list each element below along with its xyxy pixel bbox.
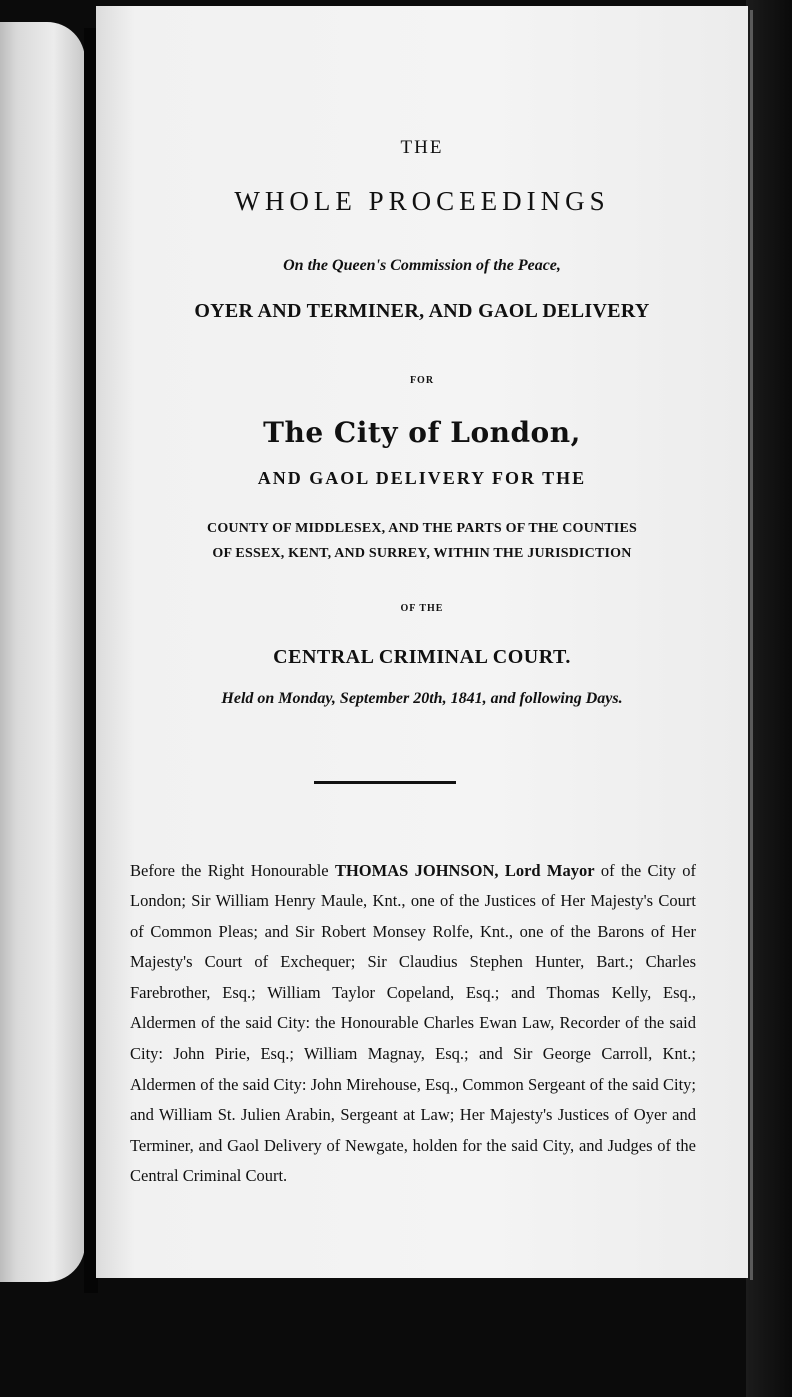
preamble-text: of the City of London; Sir William Henry Maule, Knt., one of the Justices of Her Majesty's Court of Common Pleas; and Sir Robert Monsey Rolfe, Knt., one of the Barons of Her Majesty's Court of Exchequer; Sir Claudius Stephen Hunter, Bart.; Charles Farebrother, Esq.; William Taylor Copeland, Esq.; and Thomas Kelly, Esq., Aldermen of the said City: the Honourable Charles Ewan Law, Recorder of the said City: John Pirie, Esq.; William Magnay, Esq.; and Sir George Carroll, Knt.; Aldermen of the said City: John Mirehouse, Esq., Common Sergeant of the said City; and William St. Julien Arabin, Sergeant at Law; Her Majesty's Justices of Oyer and Terminer, and Gaol Delivery of Newgate, holden for the said City, and Judges of the Central Criminal Court. [130, 860, 696, 1186]
commission-line: On the Queen's Commission of the Peace, [283, 257, 561, 274]
lord-mayor-name: THOMAS JOHNSON, Lord Mayor [334, 860, 595, 880]
preamble-paragraph [130, 856, 696, 1193]
held-on-date-line: Held on Monday, September 20th, 1841, and following Days. [221, 690, 623, 707]
oyer-terminer-line: OYER AND TERMINER, AND GAOL DELIVERY [194, 300, 650, 322]
for-line: FOR [409, 375, 435, 386]
page-edge-line [750, 10, 753, 1280]
central-criminal-court-heading: CENTRAL CRIMINAL COURT. [273, 646, 571, 668]
heading-whole-proceedings: WHOLE PROCEEDINGS [234, 186, 610, 216]
gaol-delivery-line: AND GAOL DELIVERY FOR THE [257, 468, 587, 488]
heading-the: THE [400, 137, 444, 158]
facing-page-edge [0, 22, 85, 1282]
title-page [96, 6, 748, 1278]
divider-rule [314, 781, 456, 784]
city-of-london-heading: The City of London, [263, 416, 581, 449]
of-the-line: OF THE [400, 603, 444, 614]
preamble-before: Before the Right Honourable [130, 860, 335, 880]
county-line-2: OF ESSEX, KENT, AND SURREY, WITHIN THE JURISDICTION [212, 546, 632, 561]
county-line-1: COUNTY OF MIDDLESEX, AND THE PARTS OF THE COUNTIES [207, 521, 637, 536]
